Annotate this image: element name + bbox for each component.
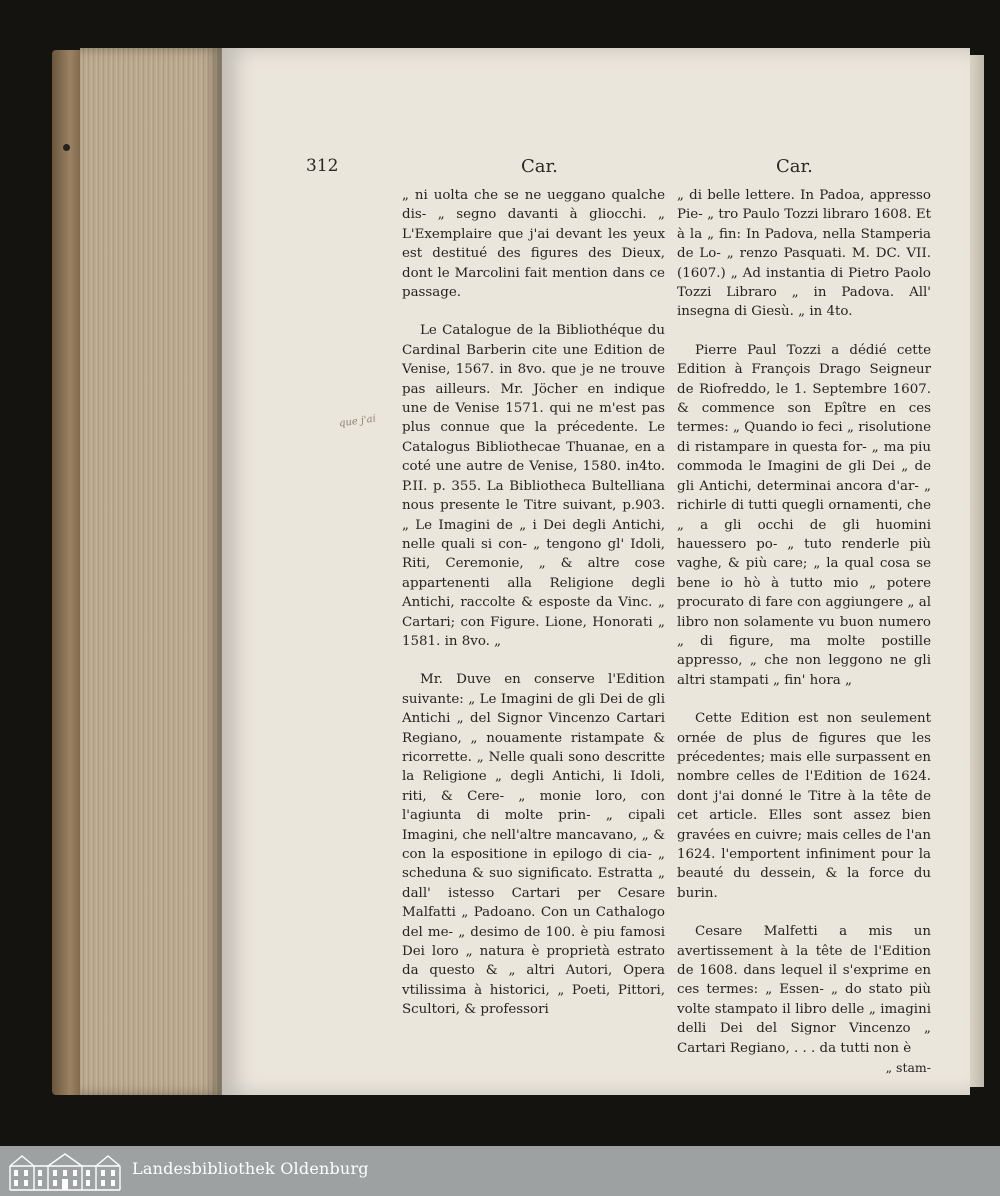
- paragraph: Cesare Malfetti a mis un avertissement à la tête de l'Edition de 1608. dans lequel il s'exprime en ces termes: „ Essen- „ do stato più volte stampato il libro delle „ imagini delli Dei del Signor Vincenzo „ Cartari Regiano, . . . da tutti non è: [677, 924, 931, 1056]
- running-head-left: Car.: [521, 156, 558, 177]
- paragraph: Le Catalogue de la Bibliothéque du Cardinal Barberin cite une Edition de Venise, 1567. in 8vo. que je ne trouve pas ailleurs. Mr. Jöcher en indique une de Venise 1571. qui ne m'est pas plus connue que la précedente. Le Catalogus Bibliothecae Thuanae, en a coté une autre de Venise, 1580. in4to. P.II. p. 355. La Bibliotheca Bultelliana nous presente le Titre suivant, p.903. „ Le Imagini de „ i Dei degli Antichi, nelle quali si con- „ tengono gl' Idoli, Riti, Ceremonie, „ & altre cose appartenenti alla Religione degli Antichi, raccolte & esposte da Vinc. „ Cartari; con Figure. Lione, Honorati „ 1581. in 8vo. „: [402, 323, 665, 649]
- cover-mark: [63, 144, 70, 151]
- running-head-right: Car.: [776, 156, 813, 177]
- paragraph: Cette Edition est non seulement ornée de plus de figures que les précedentes; mais elle surpassent en nombre celles de l'Edition de 1624. dont j'ai donné le Titre à la tête de cet article. Elles sont assez bien gravées en cuivre; mais celles de l'an 1624. l'emportent infiniment pour la beauté du dessein, & la force du burin.: [677, 711, 931, 901]
- left-column: [402, 186, 665, 1039]
- margin-annotation: que j'ai: [338, 413, 377, 430]
- paragraph: Pierre Paul Tozzi a dédié cette Edition à François Drago Seigneur de Riofreddo, le 1. Septembre 1607. & commence son Epître en ces termes: „ Quando io feci „ risolutione di ristampare in questa for- „ ma piu commoda le Imagini de gli Dei „ de gli Antichi, determinai ancora d'ar- „ richirle di tutti quegli ornamenti, che „ a gli occhi de gli huomini hauessero po- „ tuto renderle più vaghe, & più care; „ la qual cosa se bene io hò à tutto mio „ potere procurato di fare con aggiungere „ al libro non solamente vu buon numero „ di figure, ma molte postille appresso, „ che non leggono ne gli altri stampati „ fin' hora „: [677, 342, 931, 688]
- page-edges: [80, 48, 222, 1095]
- paragraph: „ ni uolta che se ne ueggano qualche dis- „ segno davanti à gliocchi. „ L'Exemplaire que j'ai devant les yeux est destitué des figures des Dieux, dont le Marcolini fait mention dans ce passage.: [402, 188, 665, 301]
- library-building-logo-icon: [8, 1152, 122, 1192]
- library-name: Landesbibliothek Oldenburg: [132, 1159, 369, 1178]
- right-column: [677, 186, 931, 1077]
- paragraph: Mr. Duve en conserve l'Edition suivante: „ Le Imagini de gli Dei de gli Antichi „ del Signor Vincenzo Cartari Regiano, „ nouamente ristampate & ricorrette. „ Nelle quali sono descritte la Religione „ degli Antichi, li Idoli, riti, & Cere- „ monie loro, con l'agiunta di molte prin- „ cipali Imagini, che nell'altre mancavano, „ & con la espositione in epilogo di cia- „ scheduna & suo significato. Estratta „ dall' istesso Cartari per Cesare Malfatti „ Padoano. Con un Cathalogo del me- „ desimo de 100. è piu famosi Dei loro „ natura è proprietà estrato da questo & „ altri Autori, Opera vtilissima à historici, „ Poeti, Pittori, Scultori, & professori: [402, 672, 665, 1018]
- page-number: 312: [306, 156, 339, 176]
- facing-page-edge: [970, 55, 984, 1087]
- book-cover-edge: [52, 50, 82, 1095]
- catchword: „ stam-: [885, 1060, 931, 1076]
- paragraph: „ di belle lettere. In Padoa, appresso Pie- „ tro Paulo Tozzi libraro 1608. Et à la „ fin: In Padova, nella Stamperia de Lo- „ renzo Pasquati. M. DC. VII. (1607.) „ Ad instantia di Pietro Paolo Tozzi Libraro „ in Padova. All' insegna di Giesù. „ in 4to.: [677, 188, 931, 320]
- footer-bar: [0, 1146, 1000, 1196]
